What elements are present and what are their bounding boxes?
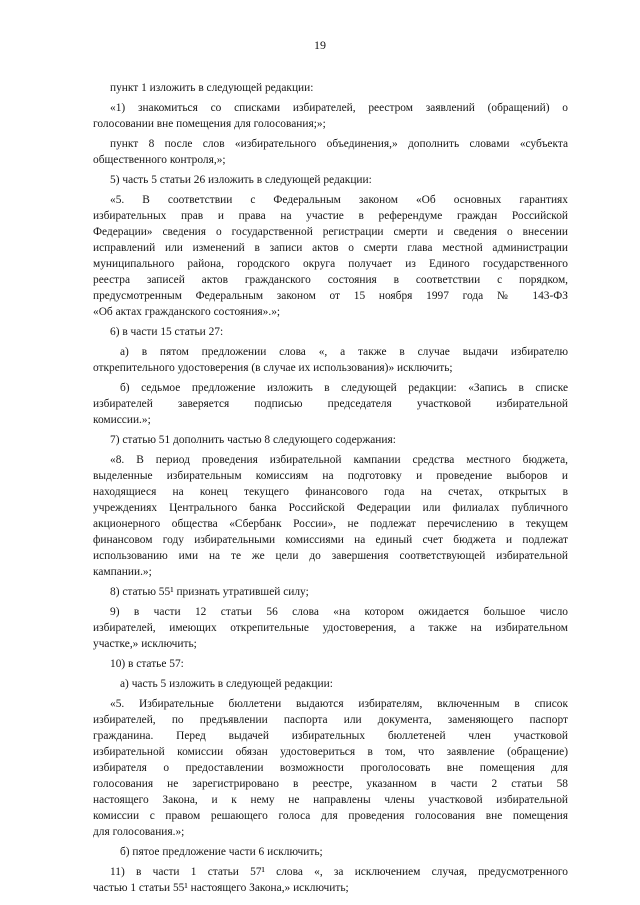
text-line: для голосования.»; (93, 826, 185, 838)
text-line: голосования не зарегистрировано в реестре, указанном в части 2 статьи 58 (93, 778, 568, 790)
text-line: 9) в части 12 статьи 56 слова «на котором ожидается большое число (110, 606, 568, 618)
text-line-part: 8) статью 55¹ признать утратившей силу; (110, 586, 309, 598)
text-line: избирателей, имеющих открепительные удостоверения, а также на избирательном (93, 622, 568, 634)
text-line: общественного контроля,»; (93, 154, 226, 166)
text-line: открепительного удостоверения (в случае их использования)» исключить; (93, 362, 453, 374)
text-line: 11) в части 1 статьи 57¹ слова «, за исключением случая, предусмотренного (110, 866, 568, 878)
text-line: «8. В период проведения избирательной кампании средства местного бюджета, (110, 454, 568, 466)
text-line: «5. В соответствии с Федеральным законом «Об основных гарантиях (110, 194, 568, 206)
text-line: 7) статью 51 дополнить частью 8 следующего содержания: (110, 434, 396, 446)
text-line: 6) в части 15 статьи 27: (110, 326, 224, 338)
text-line: пункт 1 изложить в следующей редакции: (110, 82, 314, 94)
text-line: б) пятое предложение части 6 исключить; (120, 846, 323, 858)
text-line: выделенные избирательным комиссиям на подготовку и проведение выборов и (93, 470, 568, 482)
page-number: 19 (314, 38, 326, 52)
text-line: 5) часть 5 статьи 26 изложить в следующей редакции: (110, 174, 372, 186)
text-line: «1) знакомиться со списками избирателей, реестром заявлений (обращений) о (110, 102, 568, 114)
text-line: кампании.»; (93, 566, 152, 578)
text-line: предусмотренным Федеральным законом от 15 ноября 1997 года № 143-ФЗ (93, 290, 568, 302)
text-line: «5. Избирательные бюллетени выдаются избирателям, включенным в список (110, 698, 568, 710)
text-line: комиссии с правом решающего голоса для проведения голосования вне помещения (93, 810, 568, 822)
text-line: реестра записей актов гражданского состояния в соответствии с порядком, (93, 274, 568, 286)
text-line: «Об актах гражданского состояния».»; (93, 306, 281, 318)
text-line: избирательной комиссии обязан удостовериться в том, что заявление (обращение) (93, 746, 568, 758)
text-line: комиссии.»; (93, 414, 151, 426)
text-line: учреждениях Центрального банка Российской Федерации или филиалах публичного (93, 502, 568, 514)
text-line: пункт 8 после слов «избирательного объединения,» дополнить словами «субъекта (110, 138, 568, 150)
text-line: участке,» исключить; (93, 638, 197, 650)
text-line: а) в пятом предложении слова «, а также в случае выдачи избирателю (120, 346, 568, 358)
text-line: а) часть 5 изложить в следующей редакции: (120, 678, 333, 690)
text-line (110, 585, 309, 599)
text-line: голосовании вне помещения для голосования;»; (93, 118, 326, 130)
text-line: избирательных прав и права на участие в референдуме граждан Российской (93, 210, 568, 222)
text-line: гражданина. Перед выдачей избирательных бюллетеней член участковой (93, 730, 568, 742)
text-line: настоящего Закона, и к нему не направлены члены участковой избирательной (93, 794, 568, 806)
text-line: избирателей, по предъявлении паспорта или документа, заменяющего паспорт (93, 714, 568, 726)
text-line: 10) в статье 57: (110, 658, 184, 670)
text-line: избирателей заверяется подписью председателя участковой избирательной (93, 398, 568, 410)
text-line: Федерации» сведения о государственной регистрации смерти и сведения о внесении (93, 226, 568, 238)
text-line: находящиеся на конец текущего финансового года на счетах, открытых в (93, 486, 568, 498)
text-line: финансовом году избирательными комиссиями на единый счет бюджета и подлежат (93, 534, 568, 546)
text-line: исправлений или изменений в записи актов о смерти глава местной администрации (93, 242, 568, 254)
text-line: муниципального района, городского округа получает из Единого государственного (93, 258, 568, 270)
text-line: использованию ими на те же цели до завершения соответствующей избирательной (93, 550, 568, 562)
text-line: акционерного общества «Сбербанк России», не подлежат перечислению в текущем (93, 518, 568, 530)
text-line: б) седьмое предложение изложить в следующей редакции: «Запись в списке (120, 382, 568, 394)
text-line: частью 1 статьи 55¹ настоящего Закона,» исключить; (93, 882, 349, 894)
text-line: избирателя о предоставлении возможности проголосовать вне помещения для (93, 762, 568, 774)
